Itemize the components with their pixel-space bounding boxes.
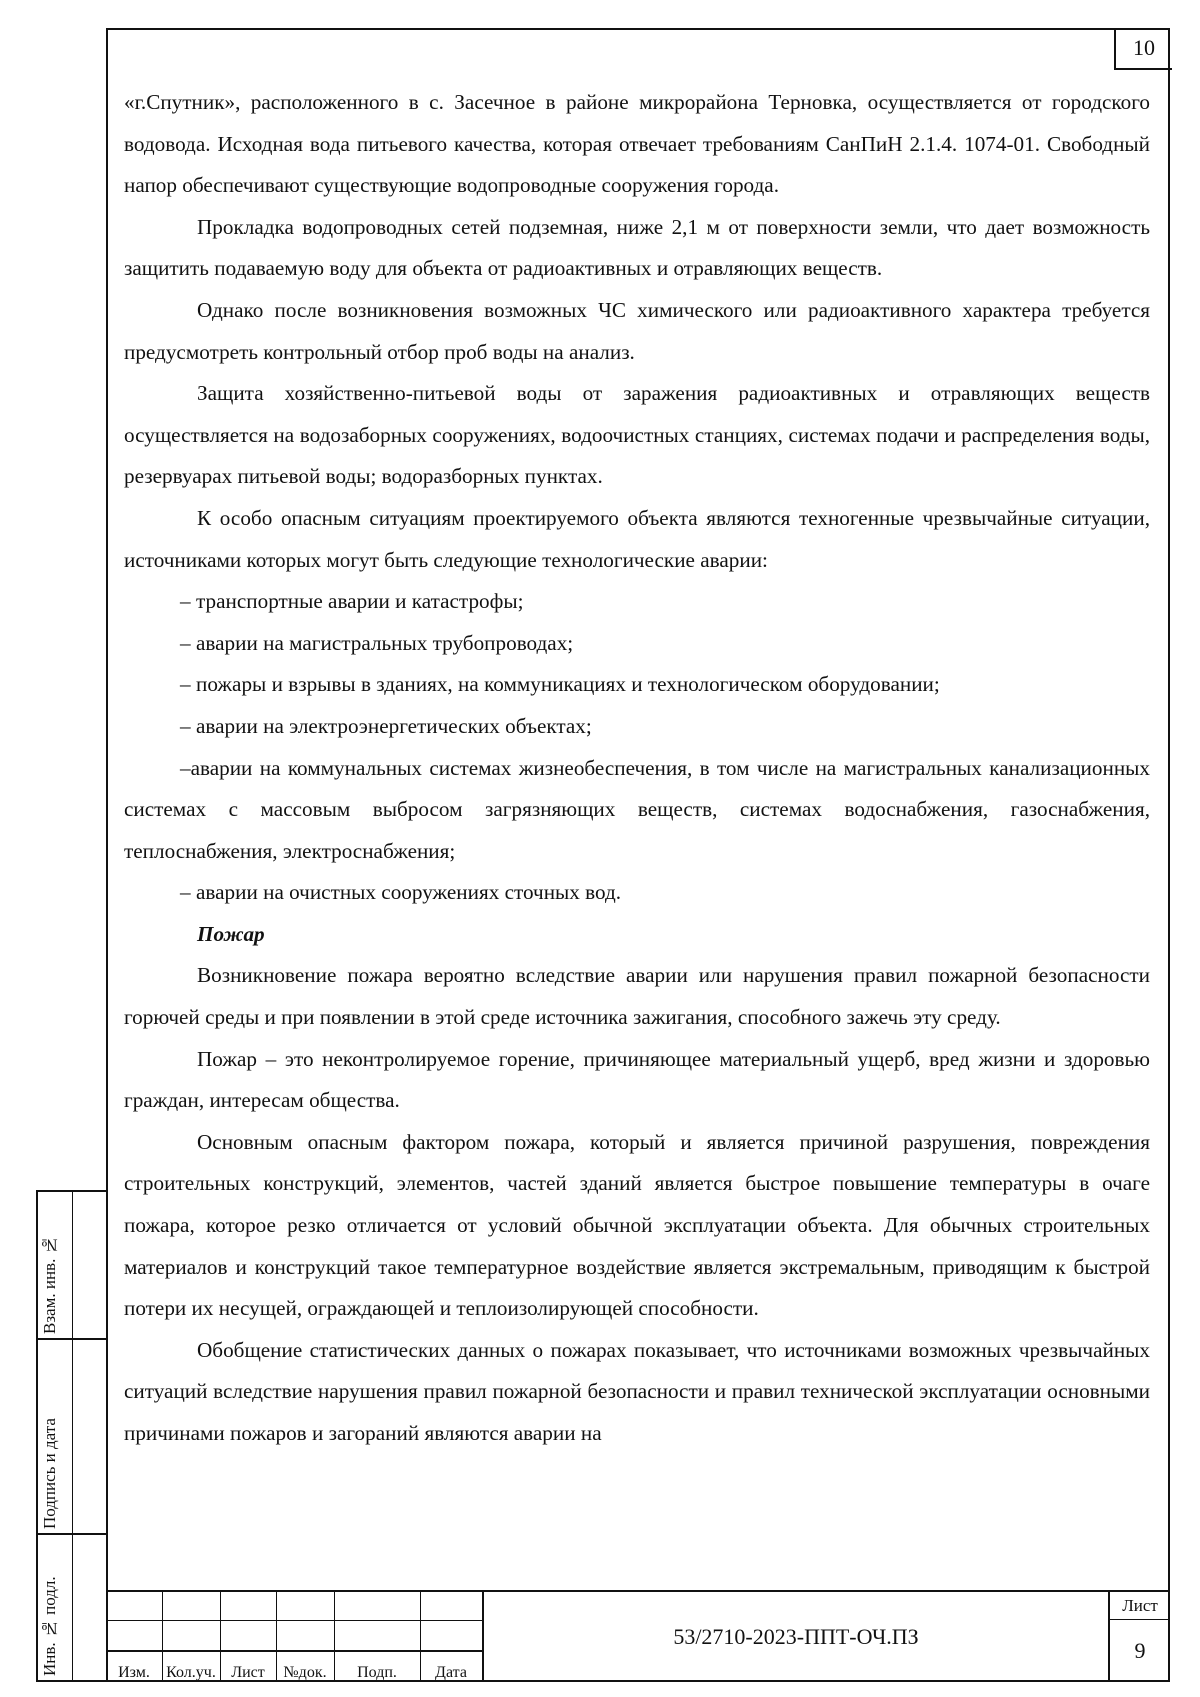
header-list: Лист [231,1664,265,1681]
list-item: – транспортные аварии и катастрофы; [180,589,524,614]
sheet-label: Лист [1110,1592,1170,1620]
paragraph: Пожар – это неконтролируемое горение, причиняющее материальный ущерб, вред жизни и здоровью граждан, интересам общества. [124,1046,1150,1113]
list-item: – пожары и взрывы в зданиях, на коммуникациях и технологическом оборудовании; [180,672,940,697]
revision-table [106,1592,482,1684]
side-stamp-inv-podl [36,1535,106,1682]
paragraph: Обобщение статистических данных о пожарах показывает, что источниками возможных чрезвычайных ситуаций вследствие нарушения правил пожарной безопасности и правил технической эксплуатации основными причинами пожаров и загораний являются аварии на [124,1337,1150,1445]
section-heading: Пожар [197,921,265,946]
list-item: –аварии на коммунальных системах жизнеобеспечения, в том числе на магистральных канализационных системах с массовым выбросом загрязняющих веществ, системах водоснабжения, газоснабжения, теплоснабжения, электроснабжения; [124,755,1150,863]
list-item: – аварии на очистных сооружениях сточных вод. [180,880,622,905]
paragraph: Прокладка водопроводных сетей подземная, ниже 2,1 м от поверхности земли, что дает возможность защитить подаваемую воду для объекта от радиоактивных и отравляющих веществ. [124,214,1150,281]
paragraph: Основным опасным фактором пожара, который и является причиной разрушения, повреждения строительных конструкций, элементов, частей зданий является быстрое повышение температуры в очаге пожара, которое резко отличается от условий обычной эксплуатации объекта. Для обычных строительных материалов и конструкций такое температурное воздействие является экстремальным, приводящим к быстрой потери их несущей, ограждающей и теплоизолирующей способности. [124,1129,1150,1321]
sheet-number: 9 [1134,1638,1146,1663]
list-item: – аварии на электроэнергетических объектах; [180,713,592,738]
header-podp: Подп. [357,1664,397,1681]
side-stamp-vzam-inv [36,1190,106,1340]
podpis-data-label: Подпись и дата [40,1418,59,1529]
paragraph: «г.Спутник», расположенного в с. Засечное в районе микрорайона Терновка, осуществляется от городского водовода. Исходная вода питьевого качества, которая отвечает требованиям СанПиН 2.1.4. 1074-01. Свободный напор обеспечивают существующие водопроводные сооружения города. [124,90,1150,198]
header-ndok: №док. [283,1664,327,1681]
paragraph: Возникновение пожара вероятно вследствие аварии или нарушения правил пожарной безопасности горючей среды и при появлении в этой среде источника зажигания, способного зажечь эту среду. [124,963,1150,1030]
paragraph: К особо опасным ситуациям проектируемого объекта являются техногенные чрезвычайные ситуации, источниками которых могут быть следующие технологические аварии: [124,505,1150,572]
side-stamp-podpis-data [36,1340,106,1535]
vzam-inv-label: Взам. инв. № [40,1235,59,1334]
header-izm: Изм. [118,1664,150,1681]
page-number-top: 10 [1114,28,1172,70]
title-block [106,1590,1170,1682]
paragraph: Защита хозяйственно-питьевой воды от заражения радиоактивных и отравляющих веществ осуществляется на водозаборных сооружениях, водоочистных станциях, системах подачи и распределения воды, резервуарах питьевой воды; водоразборных пунктах. [124,381,1150,489]
list-item: – аварии на магистральных трубопроводах; [180,630,574,655]
paragraph: Однако после возникновения возможных ЧС химического или радиоактивного характера требуется предусмотреть контрольный отбор проб воды на анализ. [124,297,1150,364]
header-data: Дата [435,1664,467,1681]
header-kol-uch: Кол.уч. [166,1664,216,1681]
document-body [124,82,1150,1455]
document-code: 53/2710-2023-ППТ-ОЧ.ПЗ [482,1592,1108,1682]
inv-podl-label: Инв. № подл. [40,1576,59,1676]
sheet-box [1108,1592,1170,1682]
